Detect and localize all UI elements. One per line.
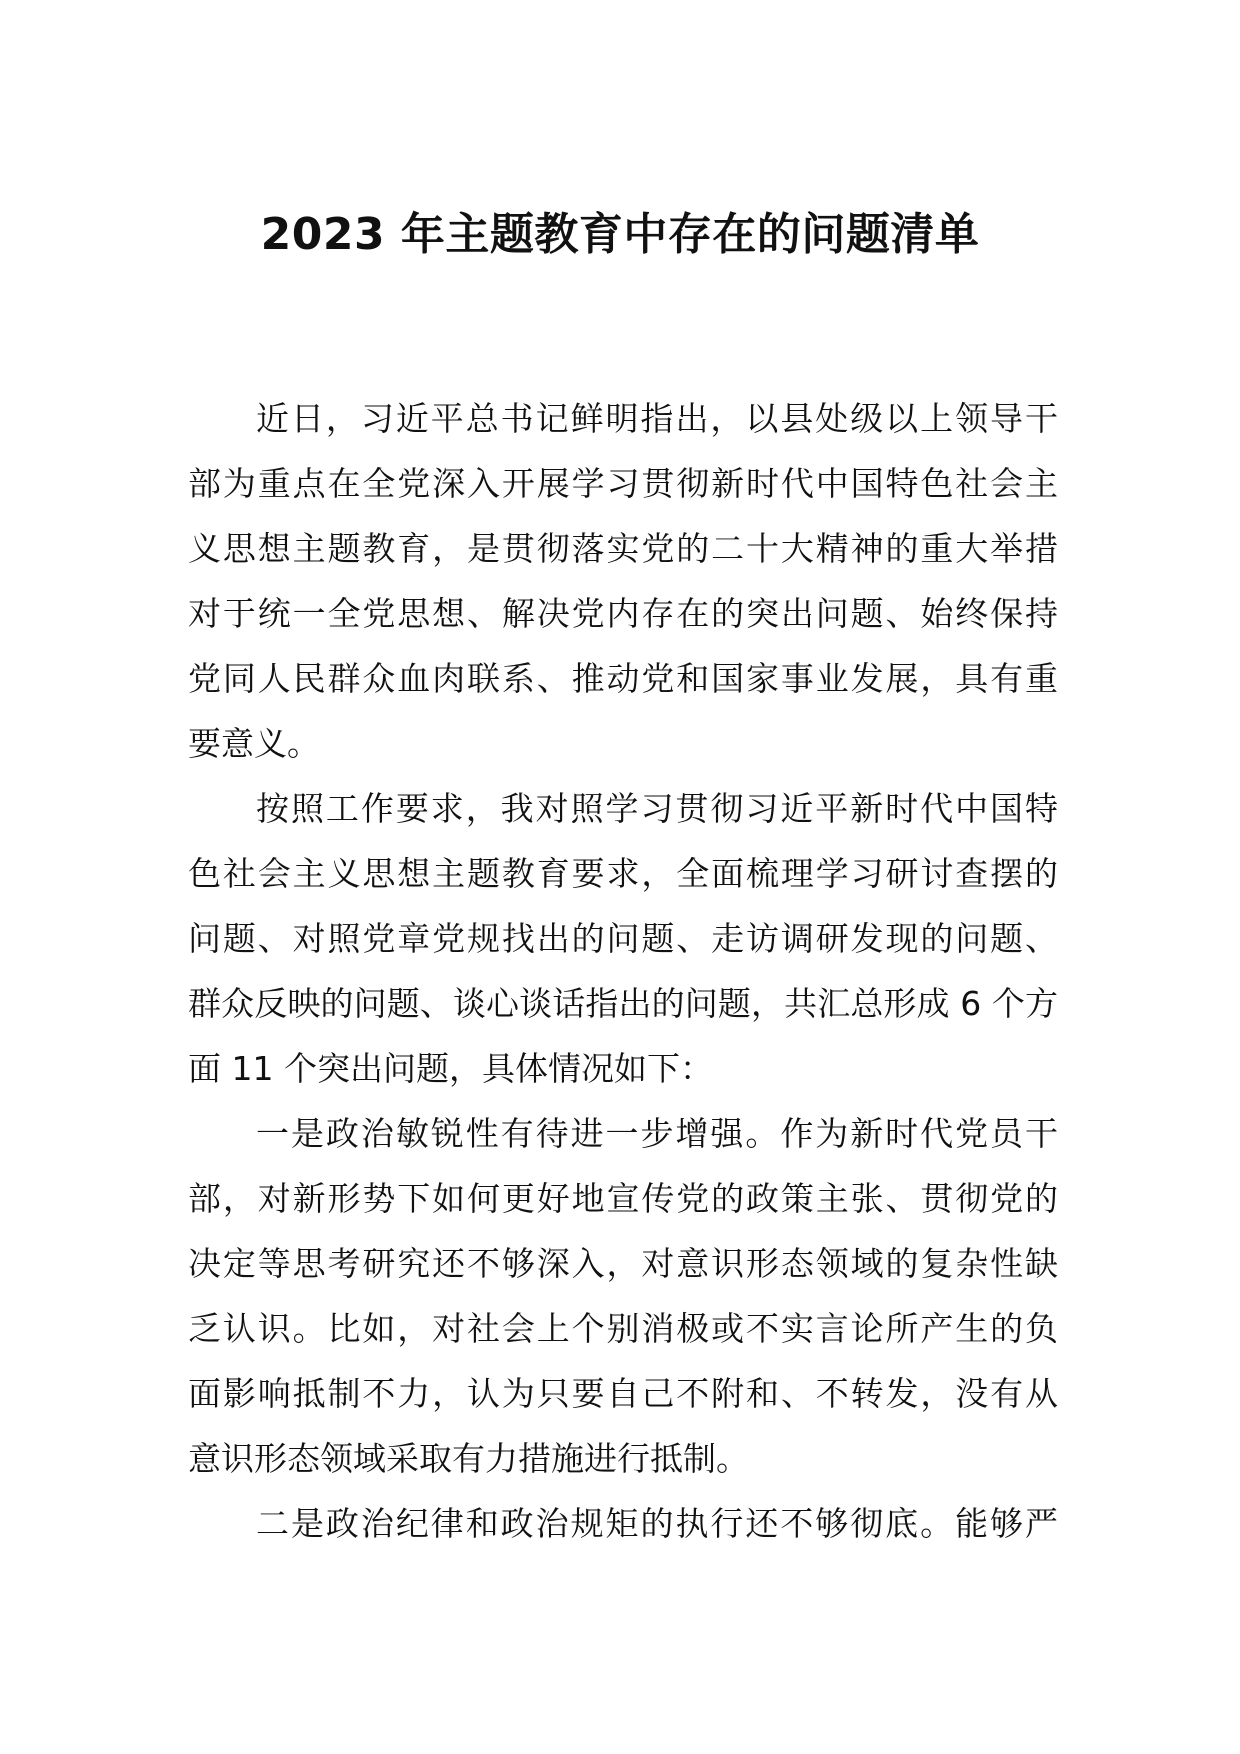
paragraph-4-line-1: 二是政治纪律和政治规矩的执行还不够彻底。能够严 — [256, 1504, 1058, 1543]
paragraph-1-line-5: 党同人民群众血肉联系、推动党和国家事业发展，具有重 — [188, 659, 1058, 698]
paragraph-3-line-3: 决定等思考研究还不够深入，对意识形态领域的复杂性缺 — [188, 1244, 1058, 1283]
paragraph-2-line-3: 问题、对照党章党规找出的问题、走访调研发现的问题、 — [188, 919, 1058, 958]
paragraph-2-line-1: 按照工作要求，我对照学习贯彻习近平新时代中国特 — [256, 789, 1058, 828]
paragraph-3-line-1: 一是政治敏锐性有待进一步增强。作为新时代党员干 — [256, 1114, 1058, 1153]
paragraph-1-line-3: 义思想主题教育，是贯彻落实党的二十大精神的重大举措 — [188, 529, 1058, 568]
paragraph-3-line-5: 面影响抵制不力，认为只要自己不附和、不转发，没有从 — [188, 1374, 1058, 1413]
paragraph-1-line-6: 要意义。 — [188, 724, 320, 763]
paragraph-3-line-4: 乏认识。比如，对社会上个别消极或不实言论所产生的负 — [188, 1309, 1058, 1348]
paragraph-1-line-4: 对于统一全党思想、解决党内存在的突出问题、始终保持 — [188, 594, 1058, 633]
paragraph-1-line-2: 部为重点在全党深入开展学习贯彻新时代中国特色社会主 — [188, 464, 1058, 503]
paragraph-3-line-2: 部，对新形势下如何更好地宣传党的政策主张、贯彻党的 — [188, 1179, 1058, 1218]
paragraph-2-line-4: 群众反映的问题、谈心谈话指出的问题，共汇总形成 6 个方 — [188, 984, 1058, 1023]
paragraph-2-line-5: 面 11 个突出问题，具体情况如下： — [188, 1049, 713, 1088]
paragraph-1-line-1: 近日，习近平总书记鲜明指出，以县处级以上领导干 — [256, 399, 1058, 438]
paragraph-2-line-2: 色社会主义思想主题教育要求，全面梳理学习研讨查摆的 — [188, 854, 1058, 893]
paragraph-3-line-6: 意识形态领域采取有力措施进行抵制。 — [188, 1439, 749, 1478]
document-title: 2023 年主题教育中存在的问题清单 — [260, 209, 980, 260]
document-body — [188, 386, 1058, 1556]
